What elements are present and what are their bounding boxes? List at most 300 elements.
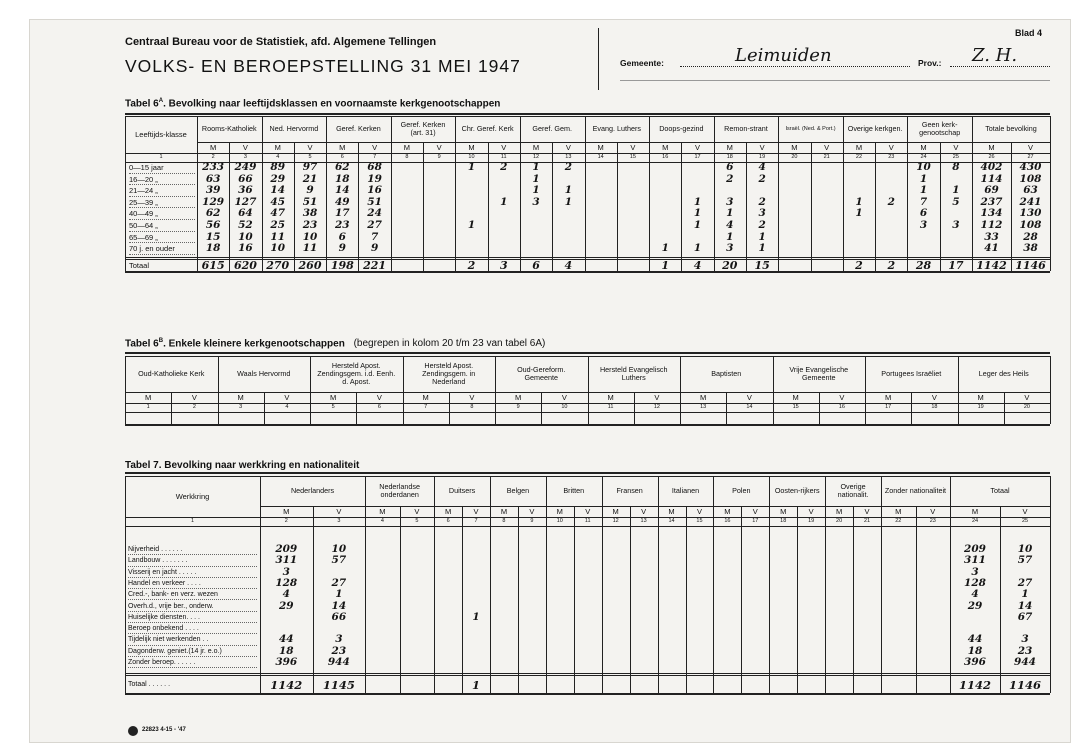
- column-m-label: M: [792, 393, 799, 402]
- table-7-caption: Tabel 7. Bevolking naar werkkring en nationaliteit: [125, 460, 360, 471]
- handwritten-value: 14: [334, 184, 350, 197]
- form-title: VOLKS- EN BEROEPSTELLING 31 MEI 1947: [125, 56, 521, 76]
- table-6a-total-line: [125, 257, 1050, 258]
- column-number: 13: [565, 154, 572, 160]
- table-7-mv-divider: [853, 506, 854, 693]
- column-number: 16: [662, 154, 669, 160]
- table-6a-rule: [125, 113, 1050, 115]
- handwritten-value: 4: [758, 161, 766, 173]
- column-number: 8: [502, 518, 506, 524]
- handwritten-value: 23: [1017, 644, 1033, 657]
- table-6b-group-divider: [1050, 356, 1051, 424]
- column-number: 7: [424, 404, 428, 410]
- table-6a-mv-line: [197, 142, 1050, 143]
- handwritten-value: 20: [722, 258, 738, 272]
- column-group-header: Oosten-rijkers: [774, 486, 820, 496]
- column-group-header: Polen: [732, 486, 751, 496]
- handwritten-value: 27: [331, 576, 347, 589]
- handwritten-value: 249: [234, 161, 257, 173]
- handwritten-value: 27: [367, 219, 382, 231]
- column-number: 8: [405, 154, 409, 160]
- handwritten-value: 10: [1017, 543, 1033, 555]
- handwritten-value: 311: [275, 554, 298, 567]
- table-6b-bottom-line: [125, 424, 1050, 426]
- handwritten-value: 1: [726, 207, 734, 220]
- table-6b-mv-divider: [1004, 392, 1005, 424]
- handwritten-value: 25: [270, 219, 286, 231]
- column-number: 10: [556, 518, 563, 524]
- handwritten-value: 1: [855, 207, 863, 220]
- table-6b-mv-divider: [356, 392, 357, 424]
- handwritten-value: 9: [306, 184, 314, 197]
- handwritten-value: 45: [270, 195, 286, 208]
- table-7-mv-divider: [630, 506, 631, 693]
- column-number: 20: [836, 518, 843, 524]
- column-number: 6: [340, 154, 344, 160]
- handwritten-value: 1: [532, 172, 540, 185]
- table-7-total-line: [125, 673, 1050, 674]
- handwritten-value: 6: [532, 258, 540, 272]
- column-m-label: M: [468, 143, 475, 152]
- handwritten-value: 1: [919, 184, 928, 197]
- table-7-num-line: [125, 517, 1050, 518]
- column-number: 15: [792, 404, 799, 410]
- column-number: 17: [885, 404, 892, 410]
- column-number: 1: [190, 518, 195, 524]
- column-group-header: Belgen: [506, 486, 530, 496]
- row-label: 70 j. en ouder: [129, 243, 195, 255]
- column-number: 16: [838, 404, 845, 410]
- handwritten-value: 1: [472, 678, 481, 693]
- handwritten-value: 1142: [270, 678, 303, 693]
- column-m-label: M: [145, 393, 152, 402]
- printer-logo-icon: [128, 726, 138, 736]
- column-group-header: Israël. (Ned. & Port.): [785, 125, 836, 132]
- column-m-label: M: [920, 143, 927, 152]
- column-number: 11: [607, 404, 614, 410]
- column-m-label: M: [339, 143, 346, 152]
- handwritten-value: 3: [499, 258, 508, 272]
- column-group-header: Leger des Heils: [978, 369, 1029, 379]
- handwritten-value: 8: [952, 161, 960, 173]
- table-6b-mv-divider: [541, 392, 542, 424]
- handwritten-value: 11: [302, 242, 318, 255]
- handwritten-value: 3: [532, 195, 540, 208]
- column-v-label: V: [695, 143, 701, 152]
- handwritten-value: 1: [758, 242, 766, 255]
- handwritten-value: 209: [964, 543, 986, 555]
- handwritten-value: 23: [331, 644, 347, 657]
- handwritten-value: 63: [205, 172, 221, 185]
- column-number: 10: [468, 154, 475, 160]
- handwritten-value: 1: [500, 195, 508, 208]
- handwritten-value: 3: [726, 195, 734, 208]
- column-v-label: V: [1022, 507, 1028, 516]
- handwritten-value: 1: [467, 161, 476, 173]
- handwritten-value: 1146: [1015, 258, 1046, 272]
- handwritten-value: 1: [919, 172, 928, 185]
- handwritten-value: 7: [370, 230, 379, 243]
- handwritten-value: 10: [916, 161, 931, 173]
- row-label: Handel en verkeer . . . .: [128, 578, 257, 589]
- table-6b-mv-divider: [264, 392, 265, 424]
- table-7-mv-divider: [797, 506, 798, 693]
- column-m-label: M: [515, 393, 522, 402]
- column-group-header: Nederlanders: [290, 486, 335, 496]
- column-v-label: V: [931, 393, 937, 402]
- handwritten-value: 4: [282, 588, 290, 601]
- table-7-group-divider: [769, 476, 770, 693]
- column-m-label: M: [283, 507, 290, 516]
- handwritten-value: 15: [205, 230, 221, 243]
- handwritten-value: 23: [334, 219, 350, 231]
- handwritten-value: 1: [564, 195, 572, 208]
- handwritten-value: 396: [964, 656, 986, 668]
- column-group-header: Geref. Gem.: [532, 124, 572, 134]
- column-v-label: V: [469, 393, 475, 402]
- handwritten-value: 3: [726, 242, 734, 255]
- column-group-header: Evang. Luthers: [592, 124, 641, 134]
- handwritten-value: 128: [964, 576, 986, 589]
- table-6a-group-divider: [585, 116, 586, 271]
- column-m-label: M: [791, 143, 798, 152]
- handwritten-value: 1: [661, 242, 669, 255]
- handwritten-value: 3: [919, 219, 928, 231]
- table-7-body-line: [125, 526, 1050, 527]
- table-7-mv-divider: [574, 506, 575, 693]
- column-number: 23: [888, 154, 895, 160]
- handwritten-value: 209: [275, 543, 298, 555]
- handwritten-value: 24: [367, 207, 382, 220]
- row-label: Cred.-, bank- en verz. wezen: [128, 589, 257, 600]
- handwritten-value: 38: [1023, 242, 1038, 255]
- handwritten-value: 1: [758, 230, 766, 243]
- table-6a-mv-divider: [617, 142, 618, 271]
- column-m-label: M: [977, 393, 984, 402]
- handwritten-value: 1: [532, 184, 540, 197]
- table-6a-num-line: [125, 153, 1050, 154]
- column-number: 9: [530, 518, 534, 524]
- column-number: 12: [612, 518, 619, 524]
- handwritten-value: 134: [980, 207, 1003, 220]
- total-row-label: Totaal: [129, 260, 150, 270]
- handwritten-value: 3: [1021, 633, 1029, 646]
- handwritten-value: 1: [564, 184, 572, 197]
- handwritten-value: 108: [1019, 172, 1042, 185]
- table-7-mv-divider: [686, 506, 687, 693]
- column-number: 8: [470, 404, 474, 410]
- row-label: Nijverheid . . . . . .: [128, 544, 257, 555]
- column-v-label: V: [696, 507, 702, 516]
- column-number: 1: [159, 154, 163, 160]
- table-7-rule: [125, 472, 1050, 474]
- handwritten-value: 18: [967, 644, 983, 657]
- column-number: 18: [931, 404, 938, 410]
- handwritten-value: 66: [238, 172, 253, 185]
- handwritten-value: 5: [952, 195, 960, 208]
- column-m-label: M: [726, 143, 733, 152]
- table-6b-mv-divider: [171, 392, 172, 424]
- column-group-header: Italianen: [671, 486, 700, 496]
- column-number: 2: [211, 154, 215, 160]
- table-6a-group-divider: [778, 116, 779, 271]
- column-group-header: Vrije Evangelische Gemeente: [789, 365, 849, 382]
- table-7-mv-line: [260, 506, 1050, 507]
- column-m-label: M: [895, 507, 902, 516]
- handwritten-value: 7: [919, 195, 928, 208]
- handwritten-value: 2: [855, 258, 863, 272]
- total-row-label: Totaal . . . . . .: [128, 681, 171, 689]
- handwritten-value: 36: [238, 184, 253, 197]
- handwritten-value: 67: [1017, 610, 1033, 623]
- handwritten-value: 1: [952, 184, 960, 197]
- column-number: 22: [855, 154, 863, 160]
- handwritten-value: 62: [334, 161, 350, 173]
- column-number: 25: [1021, 518, 1029, 524]
- table-6a-group-divider: [455, 116, 456, 271]
- column-number: 3: [243, 154, 247, 160]
- handwritten-value: 4: [726, 219, 734, 231]
- table-6a-group-divider: [1050, 116, 1051, 271]
- column-group-header: Baptisten: [711, 369, 742, 379]
- column-number: 3: [337, 518, 341, 524]
- column-number: 18: [780, 518, 787, 524]
- handwritten-value: 1: [726, 230, 734, 243]
- column-m-label: M: [500, 507, 508, 516]
- column-v-label: V: [864, 507, 870, 516]
- column-v-label: V: [565, 143, 571, 152]
- column-number: 5: [308, 154, 312, 160]
- row-label: Tijdelijk niet werkenden . .: [128, 634, 257, 645]
- column-group-header: Oud-Katholieke Kerk: [138, 369, 205, 379]
- column-group-header: Remon-strant: [724, 124, 768, 134]
- handwritten-value: 9: [370, 242, 379, 255]
- handwritten-value: 17: [948, 258, 964, 272]
- column-v-label: V: [284, 393, 290, 402]
- handwritten-value: 63: [1023, 184, 1038, 197]
- handwritten-value: 38: [302, 207, 318, 220]
- column-v-label: V: [307, 143, 313, 152]
- table-6b-mv-divider: [819, 392, 820, 424]
- handwritten-value: 14: [331, 599, 347, 612]
- row-label: 21—24 „: [129, 185, 195, 197]
- table-6b-rule: [125, 352, 1050, 354]
- column-number: 24: [971, 518, 979, 524]
- handwritten-value: 11: [270, 230, 286, 243]
- column-number: 11: [500, 154, 507, 160]
- handwritten-value: 10: [302, 230, 318, 243]
- column-group-header: Totaal: [990, 486, 1010, 496]
- column-group-header: Chr. Geref. Kerk: [461, 124, 514, 134]
- handwritten-value: 430: [1019, 161, 1042, 173]
- column-m-label: M: [210, 143, 217, 152]
- handwritten-value: 6: [726, 161, 734, 173]
- column-v-label: V: [501, 143, 507, 152]
- table-7-mv-divider: [916, 506, 917, 693]
- handwritten-value: 28: [915, 258, 932, 272]
- row-label: Zonder beroep. . . . . .: [128, 657, 257, 668]
- column-group-header: Hersteld Apost. Zendingsgem. i.d. Eenh. d. Apost.: [317, 361, 396, 386]
- row-label: Huiselijke diensten. . . .: [128, 612, 257, 623]
- row-label: 65—69 „: [129, 232, 195, 244]
- handwritten-value: 89: [270, 161, 286, 173]
- handwritten-value: 49: [334, 195, 350, 208]
- handwritten-value: 18: [334, 172, 350, 185]
- column-m-label: M: [556, 507, 563, 516]
- handwritten-value: 51: [302, 195, 318, 208]
- handwritten-value: 18: [278, 644, 294, 657]
- column-m-label: M: [403, 143, 411, 152]
- column-number: 17: [694, 154, 701, 160]
- column-v-label: V: [376, 393, 382, 402]
- column-v-label: V: [808, 507, 814, 516]
- table-6a-left-line: [125, 116, 126, 271]
- column-group-header: Waals Hervormd: [237, 369, 291, 379]
- column-v-label: V: [888, 143, 894, 152]
- handwritten-value: 1: [335, 588, 343, 601]
- column-number: 23: [929, 518, 936, 524]
- column-group-header: Hersteld Evangelisch Luthers: [599, 365, 668, 382]
- gemeente-label: Gemeente:: [620, 58, 664, 68]
- row-label: Visserij en jacht . . . . .: [128, 567, 257, 578]
- column-m-label: M: [237, 393, 244, 402]
- column-group-header: Geref. Kerken: [336, 124, 381, 134]
- column-number: 4: [276, 154, 280, 160]
- handwritten-value: 15: [754, 258, 770, 272]
- handwritten-value: 6: [338, 230, 346, 243]
- column-number: 13: [700, 404, 707, 410]
- column-number: 14: [746, 404, 753, 410]
- handwritten-value: 16: [238, 242, 253, 255]
- table-6a-caption: Tabel $6^A$. Bevolking naar leeftijdsklassen en voornaamste kerkgenootschappen: [125, 98, 501, 110]
- sheet-number: Blad 4: [1015, 28, 1043, 38]
- column-v-label: V: [953, 143, 959, 152]
- handwritten-value: 33: [984, 230, 999, 243]
- handwritten-value: 17: [334, 207, 350, 220]
- column-header-werkkring: Werkkring: [175, 492, 210, 501]
- column-v-label: V: [242, 143, 248, 152]
- handwritten-value: 3: [971, 565, 979, 578]
- handwritten-value: 68: [367, 161, 382, 173]
- column-number: 27: [1027, 154, 1034, 160]
- handwritten-value: 2: [467, 258, 476, 272]
- handwritten-value: 21: [302, 172, 318, 185]
- column-number: 2: [192, 404, 196, 410]
- handwritten-value: 69: [984, 184, 999, 197]
- handwritten-value: 1: [693, 219, 702, 231]
- column-m-label: M: [607, 393, 614, 402]
- handwritten-value: 14: [270, 184, 286, 197]
- column-group-header: Overige kerkgen.: [847, 124, 903, 134]
- handwritten-value: 1: [693, 207, 702, 220]
- handwritten-value: 241: [1019, 195, 1042, 208]
- column-number: 22: [895, 518, 902, 524]
- handwritten-value: 10: [238, 230, 253, 243]
- column-number: 13: [640, 518, 647, 524]
- handwritten-value: 620: [233, 258, 257, 272]
- column-v-label: V: [930, 507, 936, 516]
- column-number: 9: [437, 154, 441, 160]
- gemeente-value: Leimuiden: [735, 45, 832, 66]
- column-number: 20: [791, 154, 798, 160]
- table-6a-mv-divider: [811, 142, 812, 271]
- table-7-group-divider: [602, 476, 603, 693]
- table-7-group-divider: [881, 476, 882, 693]
- handwritten-value: 128: [275, 576, 298, 589]
- row-label: Overh.d., vrije ber., onderw.: [128, 601, 257, 612]
- row-label: Landbouw . . . . . . .: [128, 555, 257, 566]
- handwritten-value: 1145: [322, 678, 355, 693]
- bureau-title: Centraal Bureau voor de Statistiek, afd. Algemene Tellingen: [125, 36, 437, 48]
- column-v-label: V: [824, 143, 830, 152]
- row-label: 25—39 „: [129, 197, 195, 209]
- column-number: 14: [668, 518, 675, 524]
- column-group-header: Geen kerk-genootschap: [919, 120, 961, 137]
- table-6b-mv-divider: [911, 392, 912, 424]
- header-divider: [598, 28, 599, 90]
- handwritten-value: 6: [919, 207, 928, 220]
- table-7-group-divider: [658, 476, 659, 693]
- column-v-label: V: [630, 143, 636, 152]
- column-number: 10: [561, 404, 568, 410]
- column-v-label: V: [585, 507, 591, 516]
- column-group-header: Portugees Israëliet: [881, 369, 942, 379]
- column-number: 21: [863, 518, 871, 524]
- row-label: 50—64 „: [129, 220, 195, 232]
- handwritten-value: 1142: [958, 678, 991, 693]
- table-6b-mv-divider: [634, 392, 635, 424]
- column-v-label: V: [654, 393, 660, 402]
- column-m-label: M: [724, 507, 731, 516]
- print-code: 22823 4-15 - '47: [142, 727, 186, 733]
- column-v-label: V: [436, 143, 442, 152]
- column-number: 4: [285, 404, 289, 410]
- column-v-label: V: [1024, 393, 1030, 402]
- column-number: 3: [239, 404, 243, 410]
- handwritten-value: 4: [693, 258, 702, 272]
- handwritten-value: 18: [205, 242, 221, 255]
- column-number: 15: [696, 518, 703, 524]
- handwritten-value: 402: [980, 161, 1003, 173]
- column-v-label: V: [372, 143, 378, 152]
- column-group-header: Ned. Hervormd: [269, 124, 319, 134]
- row-label: Beroep onbekend . . . .: [128, 623, 257, 634]
- handwritten-value: 64: [238, 207, 253, 220]
- table-7-mv-divider: [741, 506, 742, 693]
- handwritten-value: 4: [971, 588, 979, 601]
- column-v-label: V: [414, 507, 420, 516]
- column-number: 20: [1023, 404, 1030, 410]
- column-m-label: M: [330, 393, 337, 402]
- prov-line: [950, 66, 1050, 67]
- column-number: 9: [516, 404, 520, 410]
- column-m-label: M: [885, 393, 892, 402]
- handwritten-value: 29: [270, 172, 286, 185]
- column-number: 19: [808, 518, 815, 524]
- column-v-label: V: [641, 507, 647, 516]
- handwritten-value: 62: [205, 207, 221, 220]
- handwritten-value: 23: [302, 219, 318, 231]
- handwritten-value: 233: [202, 161, 225, 173]
- handwritten-value: 39: [205, 184, 221, 197]
- handwritten-value: 108: [1019, 219, 1042, 231]
- column-group-header: Rooms-Katholiek: [201, 124, 257, 134]
- gemeente-line: [680, 66, 910, 67]
- column-number: 5: [331, 404, 335, 410]
- row-label: 40—49 „: [129, 208, 195, 220]
- handwritten-value: 51: [367, 195, 382, 208]
- handwritten-value: 1: [855, 195, 863, 208]
